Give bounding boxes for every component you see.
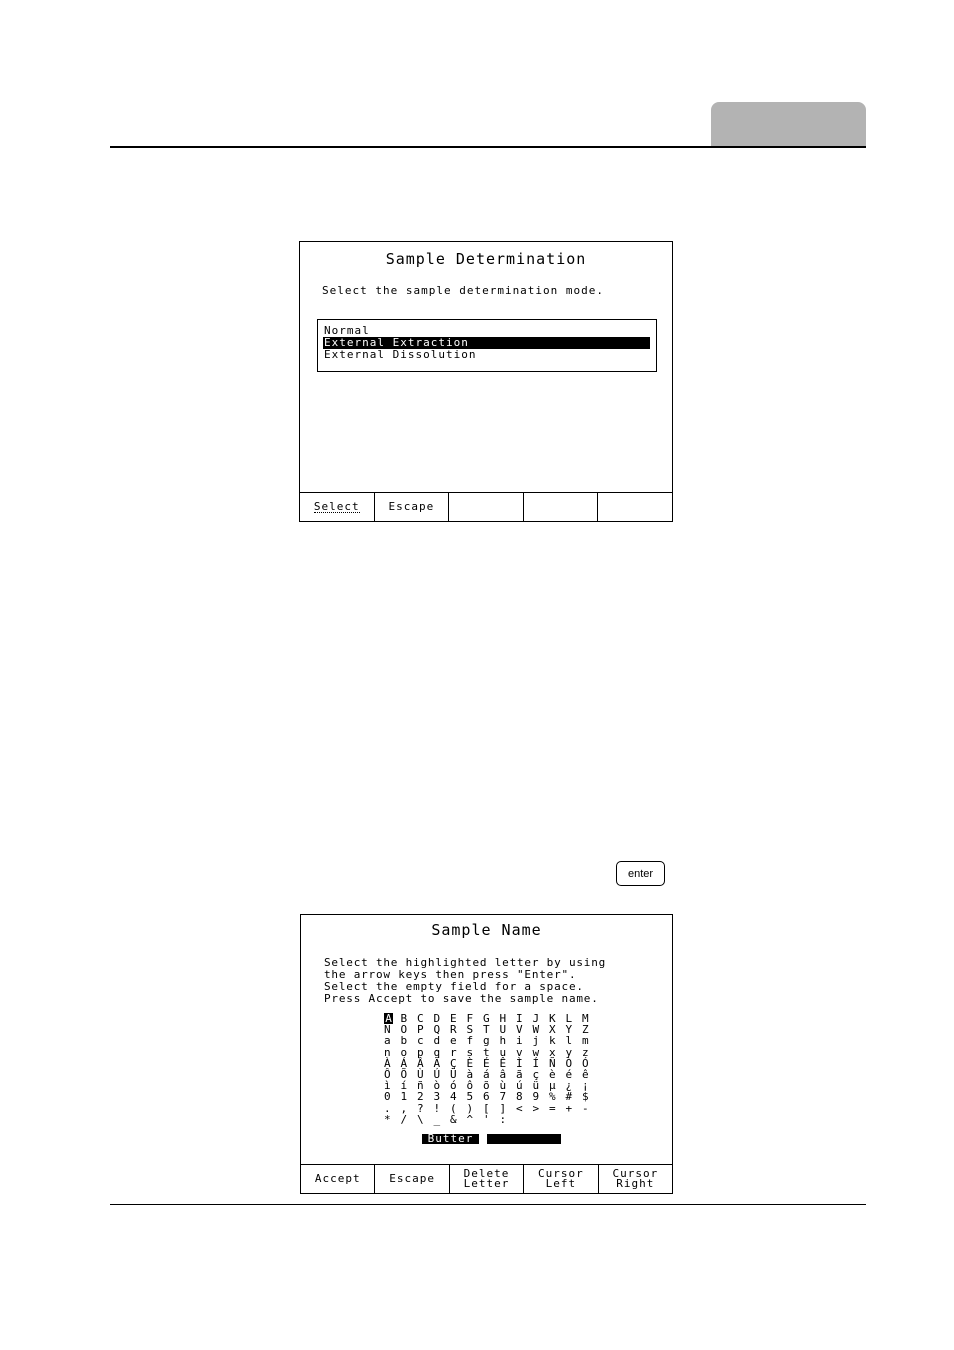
instructions [324,957,606,1005]
accept-softkey[interactable] [301,1165,375,1193]
mode-option-external-extraction[interactable]: External Extraction [323,337,650,349]
character-key[interactable]: B [400,1012,408,1025]
character-key[interactable]: U [499,1023,507,1037]
character-key[interactable]: Ô [384,1067,391,1081]
character-key[interactable]: 3 [433,1090,441,1104]
character-key[interactable]: ) [466,1101,474,1115]
character-key[interactable]: Z [582,1023,589,1037]
instruction-line: Press Accept to save the sample name. [324,992,599,1005]
character-key[interactable]: = [549,1101,556,1115]
character-key[interactable]: á [483,1067,490,1081]
character-key[interactable]: % [549,1090,556,1104]
softkey-4[interactable] [524,493,599,521]
softkey-bar [301,1164,672,1193]
character-key[interactable]: T [483,1023,490,1037]
sample-name-field[interactable]: Butter [422,1134,479,1144]
softkey-label: Letter [463,1177,510,1190]
character-key[interactable]: 8 [516,1090,523,1104]
screen-prompt: Select the sample determination mode. [322,284,605,297]
character-key[interactable]: q [433,1045,441,1059]
character-key[interactable]: t [483,1045,490,1059]
footer-rule [110,1204,866,1205]
character-key[interactable]: v [516,1045,523,1059]
softkey-label: Cursor [612,1167,659,1180]
character-key[interactable]: H [499,1012,507,1025]
screen-title: Sample Name [431,921,542,939]
character-key[interactable]: µ [549,1079,556,1093]
character-key[interactable]: / [400,1112,408,1126]
character-key[interactable]: ] [499,1101,507,1115]
character-key[interactable]: _ [433,1112,441,1126]
character-key[interactable]: Y [565,1023,573,1037]
character-key[interactable]: ú [516,1079,523,1093]
character-key[interactable]: M [582,1012,589,1025]
character-key[interactable]: â [499,1067,507,1081]
enter-key-icon [616,861,665,886]
character-key[interactable]: S [466,1023,474,1037]
character-row [384,1091,599,1102]
character-key[interactable]: N [384,1023,391,1037]
softkey-label: Left [545,1177,577,1190]
header-rule [110,146,866,148]
character-key[interactable]: c [417,1034,424,1048]
character-key[interactable]: 5 [466,1090,474,1104]
character-key[interactable]: b [400,1034,408,1048]
character-key[interactable]: . [384,1101,391,1115]
character-key[interactable]: j [532,1034,540,1048]
softkey-label: Right [616,1177,655,1190]
character-key[interactable]: D [433,1012,441,1025]
character-key[interactable]: w [532,1045,540,1059]
character-key[interactable]: Ó [582,1056,589,1070]
character-key[interactable]: g [483,1034,490,1048]
character-row [384,1035,599,1046]
softkey-label: Delete [463,1167,510,1180]
character-key[interactable]: Q [433,1023,441,1037]
escape-softkey[interactable] [375,1165,449,1193]
character-key[interactable]: n [384,1045,391,1059]
character-key[interactable]: Á [400,1056,408,1070]
character-key[interactable]: È [466,1056,474,1070]
character-key[interactable]: < [516,1101,523,1115]
character-key[interactable]: C [417,1012,424,1025]
softkey-5[interactable] [598,493,672,521]
character-key[interactable]: P [417,1023,424,1037]
character-key[interactable]: õ [483,1079,490,1093]
character-key[interactable]: ç [532,1067,540,1081]
character-key[interactable]: F [466,1012,474,1025]
character-key[interactable]: à [466,1067,474,1081]
cursor-left-softkey[interactable] [524,1165,598,1193]
delete-letter-softkey[interactable] [450,1165,524,1193]
character-key[interactable]: I [516,1012,523,1025]
sample-determination-screen [299,241,673,522]
character-key[interactable]: Ì [516,1056,523,1070]
character-key[interactable]: 9 [532,1090,540,1104]
character-key[interactable]: > [532,1101,540,1115]
character-key[interactable]: r [450,1045,457,1059]
character-key[interactable]: Ù [417,1067,424,1081]
character-row [384,1103,599,1114]
character-key[interactable]: 2 [417,1090,424,1104]
character-key[interactable]: e [450,1034,457,1048]
select-softkey[interactable] [300,493,375,521]
character-key[interactable]: ü [532,1079,540,1093]
character-key[interactable]: ô [466,1079,474,1093]
character-key[interactable]: W [532,1023,540,1037]
instruction-line: Select the empty field for a space. [324,980,584,993]
character-key[interactable]: ^ [466,1112,474,1126]
character-key[interactable]: 6 [483,1090,490,1104]
select-softkey-label: Select [313,499,360,513]
character-key[interactable]: m [582,1034,589,1048]
character-key[interactable]: V [516,1023,523,1037]
character-key[interactable]: 1 [400,1090,408,1104]
mode-option-normal[interactable]: Normal [324,324,370,337]
character-key[interactable]: p [417,1045,424,1059]
softkey-label: Cursor [538,1167,584,1180]
character-key[interactable]: h [499,1034,507,1048]
character-key[interactable]: l [565,1034,573,1048]
instruction-line: Select the highlighted letter by using [324,956,607,969]
character-key[interactable]: Â [417,1056,424,1070]
character-key[interactable]: ? [417,1101,424,1115]
character-key[interactable]: ù [499,1079,507,1093]
character-key[interactable]: ã [516,1067,523,1081]
instruction-line: the arrow keys then press "Enter". [324,968,577,981]
softkey-label: Accept [314,1172,361,1185]
character-key[interactable]: 0 [384,1090,391,1104]
character-key[interactable]: , [400,1101,408,1115]
character-key[interactable]: * [384,1112,391,1126]
character-key[interactable]: è [549,1067,556,1081]
mode-list [317,319,657,372]
chapter-tab [711,102,866,146]
character-key[interactable]: # [565,1090,573,1104]
character-key[interactable]: a [384,1034,391,1048]
softkey-3[interactable] [449,493,524,521]
character-key[interactable]: Ñ [549,1056,556,1070]
character-key[interactable]: ê [582,1067,589,1081]
character-key[interactable]: À [384,1056,391,1070]
character-key[interactable]: ! [433,1101,441,1115]
character-key[interactable]: x [549,1045,556,1059]
character-key[interactable]: 7 [499,1090,507,1104]
escape-softkey[interactable] [375,493,450,521]
character-key[interactable]: ì [384,1079,391,1093]
character-key[interactable]: L [565,1012,573,1025]
character-grid [384,1013,599,1125]
character-key[interactable]: i [516,1034,523,1048]
character-key[interactable]: u [499,1045,507,1059]
character-key[interactable]: é [565,1067,573,1081]
character-row [384,1114,599,1125]
softkey-bar [300,492,672,521]
character-key[interactable]: ó [450,1079,457,1093]
character-key[interactable]: - [582,1101,589,1115]
character-key[interactable]: ò [433,1079,441,1093]
character-key[interactable]: f [466,1034,474,1048]
character-key[interactable]: Ò [565,1056,573,1070]
character-key[interactable]: o [400,1045,408,1059]
character-key[interactable]: Õ [400,1067,408,1081]
cursor-right-softkey[interactable] [599,1165,672,1193]
character-key[interactable]: ( [450,1101,457,1115]
character-key[interactable]: Ê [499,1056,507,1070]
character-key[interactable]: Ã [433,1056,441,1070]
character-key[interactable]: É [483,1056,490,1070]
space-field[interactable] [487,1134,561,1144]
character-key[interactable]: s [466,1045,474,1059]
character-key[interactable]: : [499,1112,507,1126]
character-key[interactable]: 4 [450,1090,457,1104]
screen-title: Sample Determination [385,250,587,268]
character-key[interactable]: O [400,1023,408,1037]
character-key[interactable]: \ [417,1112,424,1126]
character-key-highlighted[interactable]: A [385,1012,392,1025]
character-key[interactable]: + [565,1101,573,1115]
character-key[interactable]: ¿ [565,1079,573,1093]
character-key[interactable]: [ [483,1101,490,1115]
character-key[interactable]: y [565,1045,573,1059]
character-key[interactable]: í [400,1079,408,1093]
character-key[interactable]: K [549,1012,556,1025]
character-key[interactable]: ' [483,1112,490,1126]
character-key[interactable]: R [450,1023,457,1037]
character-key[interactable]: G [483,1012,490,1025]
mode-option-external-dissolution[interactable]: External Dissolution [324,348,477,361]
character-key[interactable]: z [582,1045,589,1059]
character-key[interactable]: Í [532,1056,540,1070]
sample-name-screen [300,914,673,1194]
character-key[interactable]: $ [582,1090,589,1104]
character-key[interactable]: ¡ [582,1079,589,1093]
character-key[interactable]: Ü [450,1067,457,1081]
softkey-label: Escape [389,1172,435,1185]
character-key[interactable]: Ç [450,1056,457,1070]
enter-key-label: enter [627,867,654,880]
character-key[interactable]: Ú [433,1067,441,1081]
character-key[interactable]: J [532,1012,540,1025]
character-key[interactable]: ñ [417,1079,424,1093]
character-key[interactable]: k [549,1034,556,1048]
character-key[interactable]: E [450,1012,457,1025]
character-key[interactable]: & [450,1112,457,1126]
escape-softkey-label: Escape [388,500,435,513]
character-key[interactable]: d [433,1034,441,1048]
character-key[interactable]: X [549,1023,556,1037]
